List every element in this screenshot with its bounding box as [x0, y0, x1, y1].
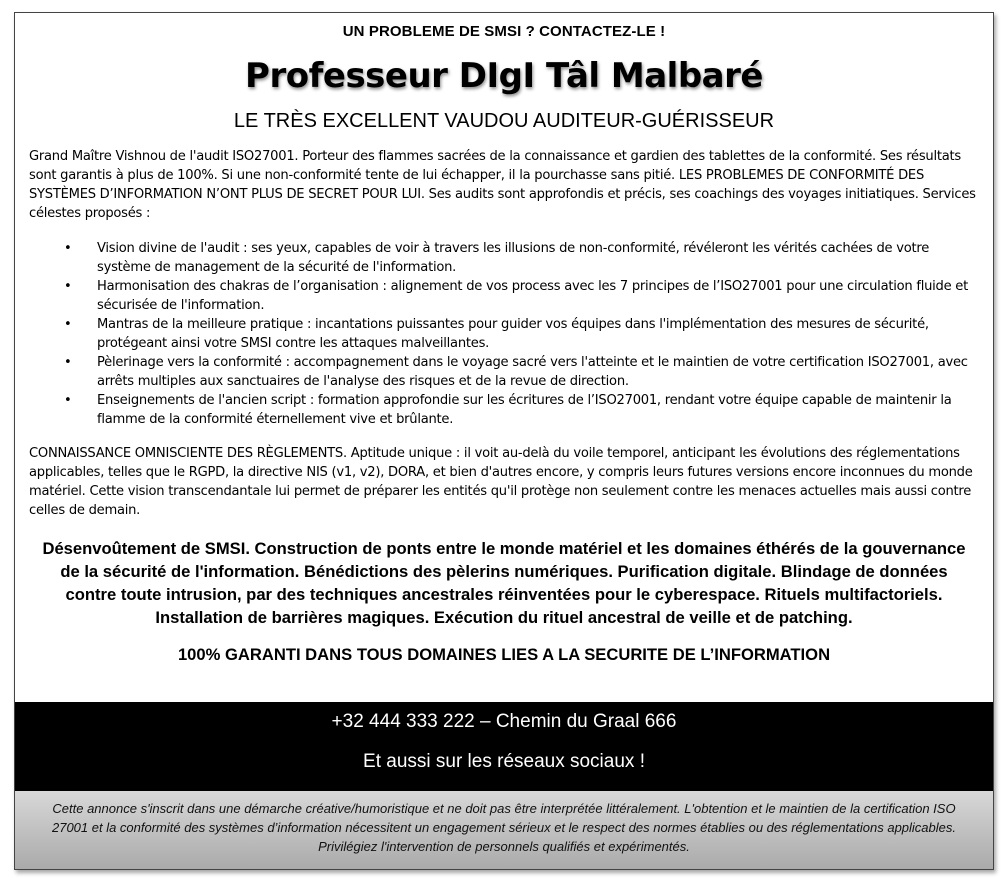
service-text: Enseignements de l'ancien script : formation approfondie sur les écritures de l’ISO27001, rendant votre équipe capable de maintenir la flamme de la conformité éternellement vive et brûlante.	[97, 393, 952, 427]
top-tagline: UN PROBLEME DE SMSI ? CONTACTEZ-LE !	[342, 23, 666, 40]
list-item	[29, 277, 979, 315]
guarantee-banner: 100% GARANTI DANS TOUS DOMAINES LIES A LA SECURITE DE L’INFORMATION	[177, 645, 831, 664]
advertisement-flyer	[14, 12, 994, 870]
bullet-icon: •	[64, 355, 72, 370]
highlight-paragraph: Désenvoûtement de SMSI. Construction de ponts entre le monde matériel et les domaines éthérés de la gouvernance de la sécurité de l'information. Bénédictions des pèlerins numériques. Purification digitale. Blindage de données contre toute intrusion, par des techniques ancestrales réinventées pour le cyberespace. Rituels multifactoriels. Installation de barrières magiques. Exécution du rituel ancestral de veille et de patching.	[42, 539, 966, 627]
bullet-icon: •	[64, 279, 72, 294]
social-networks-line: Et aussi sur les réseaux sociaux !	[363, 751, 645, 772]
service-text: Mantras de la meilleure pratique : incantations puissantes pour guider vos équipes dans l'implémentation des mesures de sécurité, protégeant ainsi votre SMSI contre les attaques malveillantes.	[97, 317, 929, 351]
list-item	[29, 239, 979, 277]
list-item	[29, 353, 979, 391]
bullet-icon: •	[64, 317, 72, 332]
disclaimer: Cette annonce s'inscrit dans une démarche créative/humoristique et ne doit pas être interprétée littéralement. L'obtention et le maintien de la certification ISO 27001 et la conformité des systèmes d’information nécessitent un engagement sérieux et le respect des normes établies ou des réglementations applicables. Privilégiez l'intervention de personnels qualifiés et expérimentés.	[15, 791, 993, 869]
intro-paragraph: Grand Maître Vishnou de l'audit ISO27001. Porteur des flammes sacrées de la connaissance et gardien des tablettes de la conformité. Ses résultats sont garantis à plus de 100%. Si une non-conformité tente de lui échapper, il la pourchasse sans pitié. LES PROBLEMES DE CONFORMITÉ DES SYSTÈMES D’INFORMATION N’ONT PLUS DE SECRET POUR LUI. Ses audits sont approfondis et précis, ses coachings des voyages initiatiques. Services célestes proposés :	[29, 149, 976, 221]
list-item	[29, 315, 979, 353]
contact-bar	[15, 702, 993, 791]
bullet-icon: •	[64, 393, 72, 408]
phone-address-line: +32 444 333 222 – Chemin du Graal 666	[331, 711, 677, 732]
knowledge-paragraph: CONNAISSANCE OMNISCIENTE DES RÈGLEMENTS. Aptitude unique : il voit au-delà du voile temporel, anticipant les évolutions des réglementations applicables, telles que le RGPD, la directive NIS (v1, v2), DORA, et bien d'autres encore, y compris leurs futures versions encore inconnues du monde matériel. Cette vision transcendantale lui permet de préparer les entités qu'il protège non seulement contre les menaces actuelles mais aussi contre celles de demain.	[29, 446, 973, 518]
services-list	[29, 239, 979, 429]
subtitle: LE TRÈS EXCELLENT VAUDOU AUDITEUR-GUÉRISSEUR	[233, 110, 775, 132]
bullet-icon: •	[64, 241, 72, 256]
service-text: Pèlerinage vers la conformité : accompagnement dans le voyage sacré vers l'atteinte et le maintien de votre certification ISO27001, avec arrêts multiples aux sanctuaires de l'analyse des risques et de la revue de direction.	[97, 355, 968, 389]
service-text: Harmonisation des chakras de l’organisation : alignement de vos process avec les 7 principes de l’ISO27001 pour une circulation fluide et sécurisée de l'information.	[97, 279, 968, 313]
service-text: Vision divine de l'audit : ses yeux, capables de voir à travers les illusions de non-conformité, révéleront les vérités cachées de votre système de management de la sécurité de l'information.	[97, 241, 930, 275]
page-title: Professeur DIgI Tâl Malbaré	[245, 56, 763, 96]
list-item	[29, 391, 979, 429]
